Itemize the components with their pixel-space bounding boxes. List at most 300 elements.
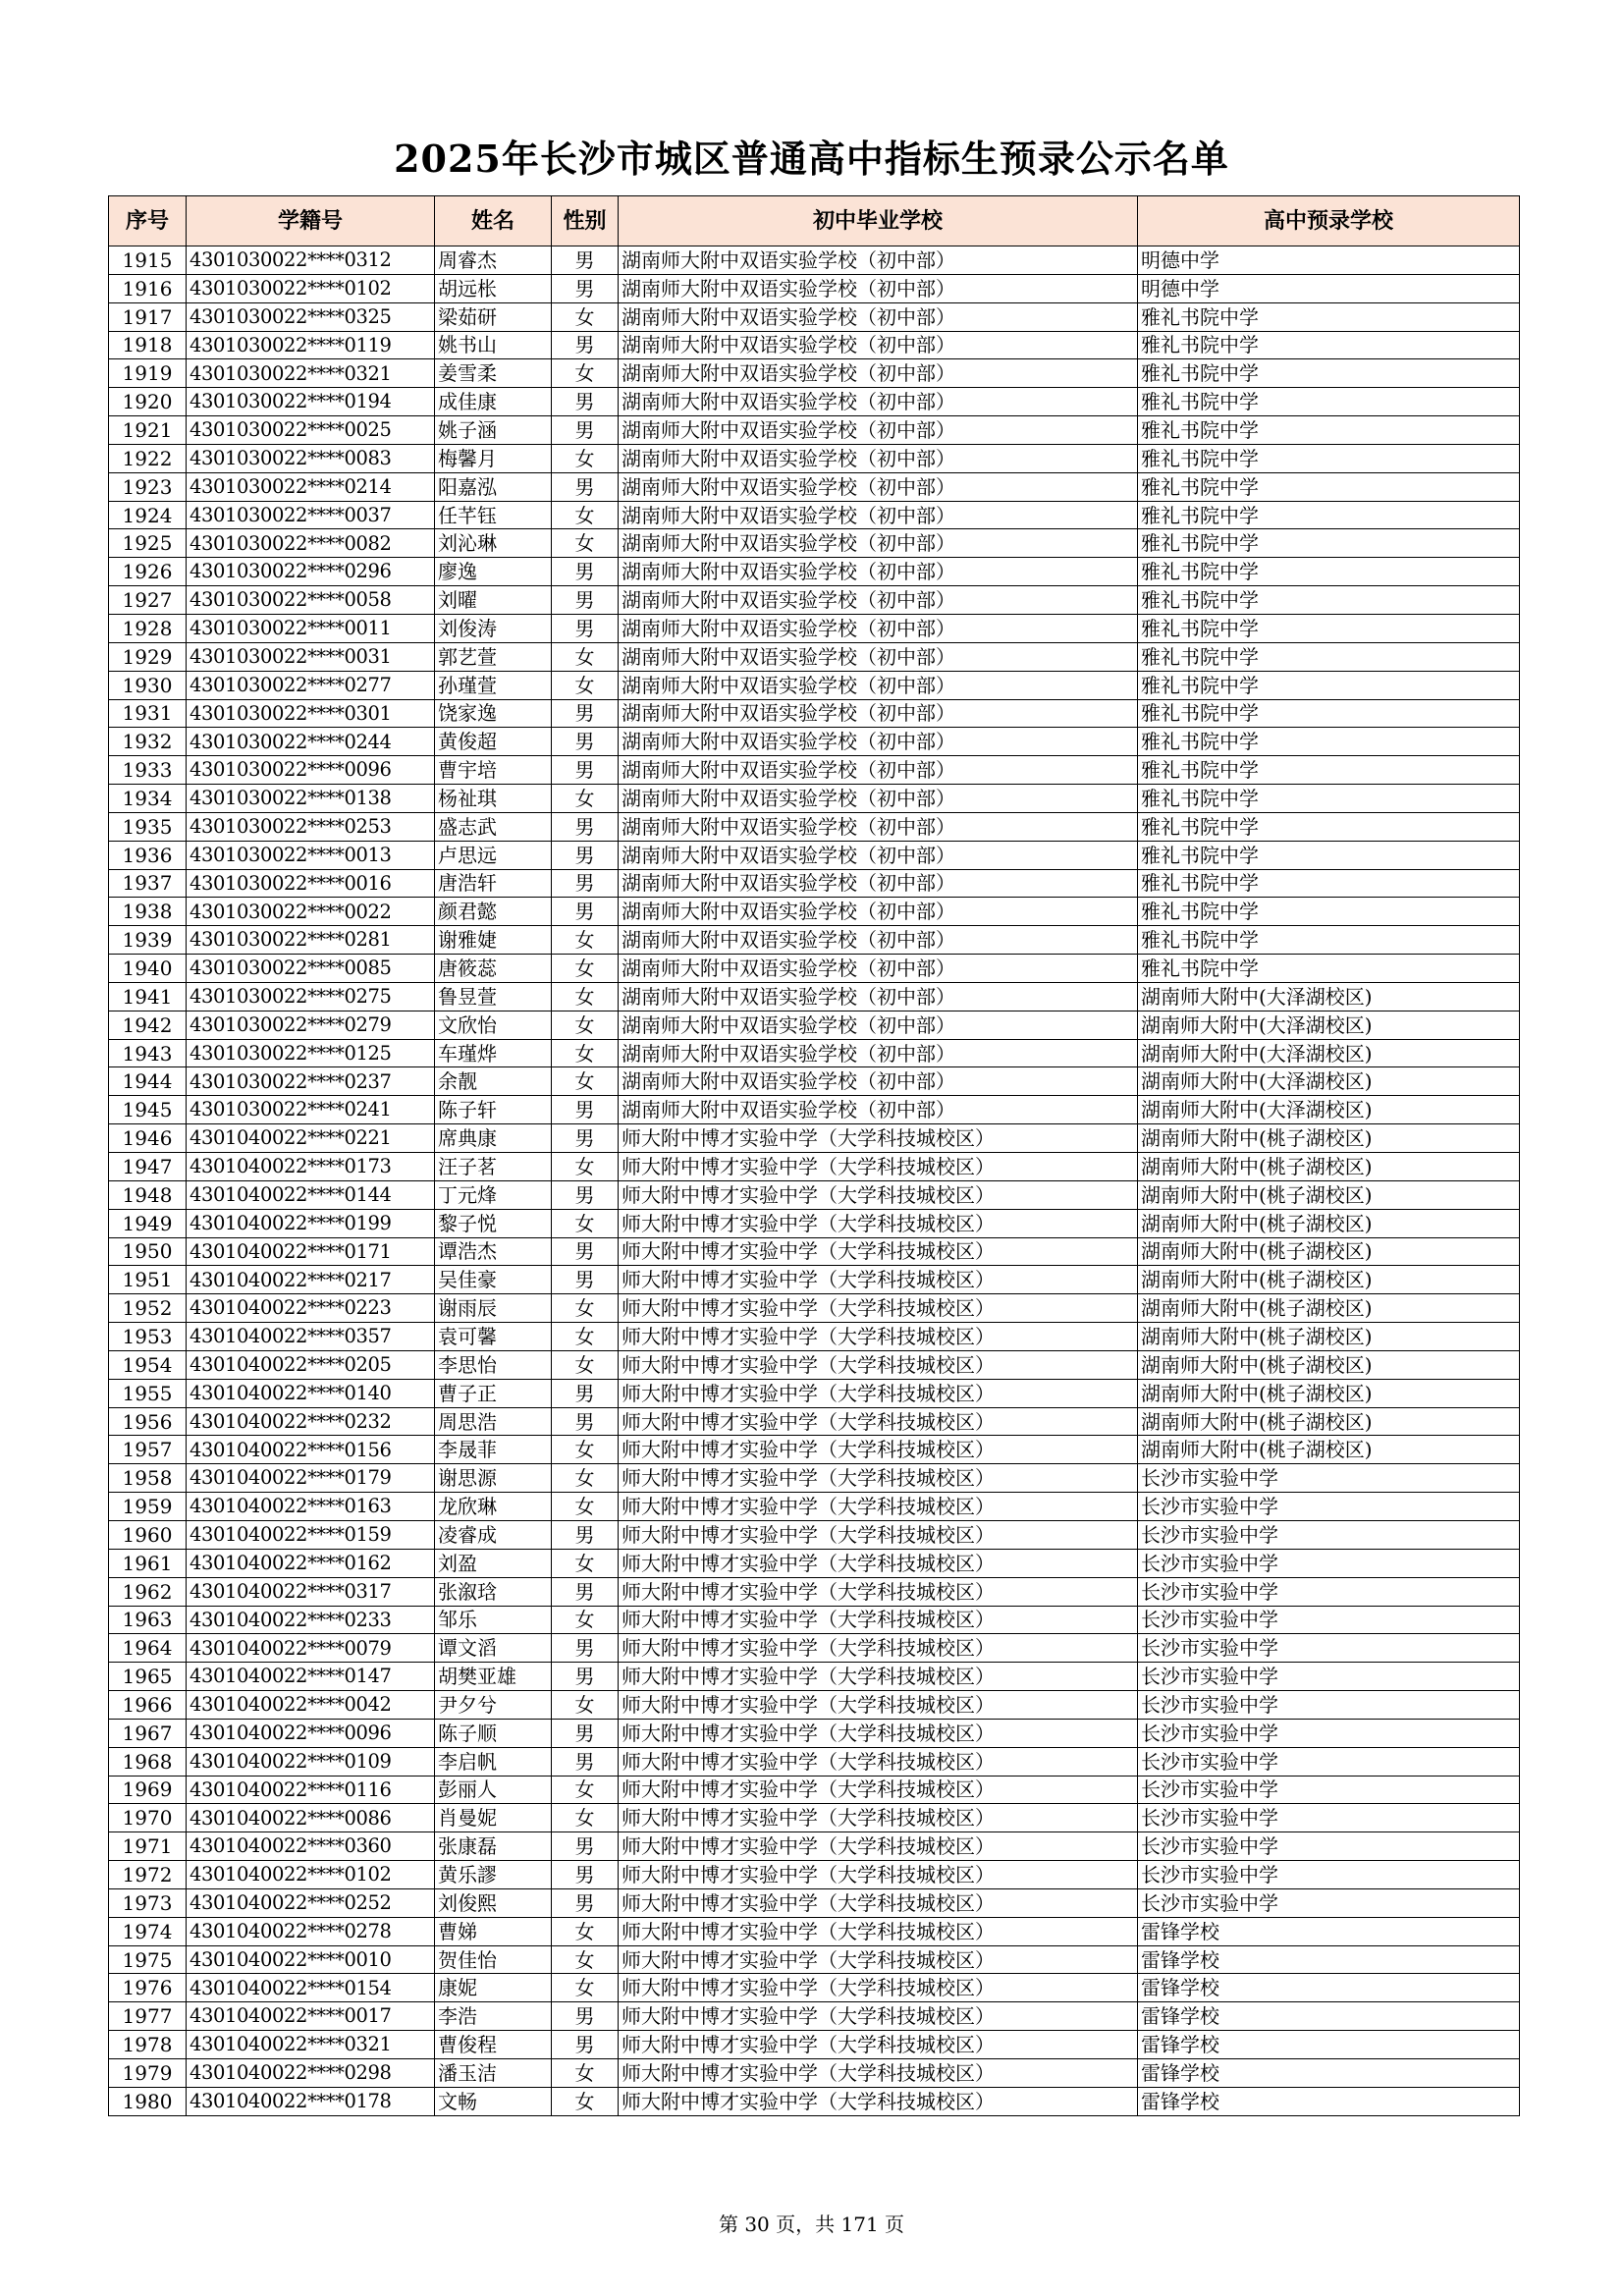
row-middle-school: 师大附中博才实验中学（大学科技城校区） bbox=[619, 1776, 1138, 1804]
row-name: 孙瑾萱 bbox=[435, 671, 552, 699]
row-high-school: 长沙市实验中学 bbox=[1138, 1464, 1520, 1493]
row-high-school: 雅礼书院中学 bbox=[1138, 785, 1520, 813]
row-middle-school: 湖南师大附中双语实验学校（初中部） bbox=[619, 614, 1138, 642]
row-high-school: 湖南师大附中(桃子湖校区) bbox=[1138, 1294, 1520, 1323]
row-middle-school: 湖南师大附中双语实验学校（初中部） bbox=[619, 982, 1138, 1011]
table-row bbox=[109, 1237, 1520, 1266]
row-middle-school: 师大附中博才实验中学（大学科技城校区） bbox=[619, 1124, 1138, 1153]
row-high-school: 雷锋学校 bbox=[1138, 2031, 1520, 2059]
row-student-id: 4301040022****0159 bbox=[187, 1520, 435, 1549]
row-seq: 1943 bbox=[109, 1039, 187, 1067]
row-name: 刘曜 bbox=[435, 586, 552, 615]
table-row bbox=[109, 501, 1520, 529]
row-student-id: 4301040022****0171 bbox=[187, 1237, 435, 1266]
row-high-school: 雅礼书院中学 bbox=[1138, 671, 1520, 699]
row-student-id: 4301040022****0147 bbox=[187, 1663, 435, 1691]
row-name: 梁茹研 bbox=[435, 302, 552, 331]
row-student-id: 4301040022****0232 bbox=[187, 1407, 435, 1436]
row-student-id: 4301040022****0360 bbox=[187, 1832, 435, 1861]
row-high-school: 雅礼书院中学 bbox=[1138, 529, 1520, 558]
row-high-school: 雅礼书院中学 bbox=[1138, 472, 1520, 501]
row-student-id: 4301040022****0154 bbox=[187, 1974, 435, 2002]
row-middle-school: 师大附中博才实验中学（大学科技城校区） bbox=[619, 1323, 1138, 1351]
row-middle-school: 湖南师大附中双语实验学校（初中部） bbox=[619, 302, 1138, 331]
table-row bbox=[109, 1747, 1520, 1776]
header-gender: 性别 bbox=[552, 196, 619, 246]
row-seq: 1961 bbox=[109, 1549, 187, 1577]
row-high-school: 长沙市实验中学 bbox=[1138, 1861, 1520, 1889]
row-seq: 1942 bbox=[109, 1011, 187, 1039]
row-seq: 1946 bbox=[109, 1124, 187, 1153]
row-student-id: 4301030022****0237 bbox=[187, 1067, 435, 1096]
row-name: 丁元烽 bbox=[435, 1180, 552, 1209]
row-student-id: 4301030022****0281 bbox=[187, 926, 435, 955]
row-seq: 1923 bbox=[109, 472, 187, 501]
row-name: 姚书山 bbox=[435, 331, 552, 359]
row-student-id: 4301030022****0085 bbox=[187, 955, 435, 983]
row-name: 袁可馨 bbox=[435, 1323, 552, 1351]
row-name: 谢雨辰 bbox=[435, 1294, 552, 1323]
row-seq: 1975 bbox=[109, 1945, 187, 1974]
row-gender: 女 bbox=[552, 1691, 619, 1720]
row-name: 凌睿成 bbox=[435, 1520, 552, 1549]
row-high-school: 长沙市实验中学 bbox=[1138, 1691, 1520, 1720]
row-high-school: 长沙市实验中学 bbox=[1138, 1493, 1520, 1521]
row-student-id: 4301030022****0025 bbox=[187, 416, 435, 445]
row-gender: 男 bbox=[552, 1266, 619, 1294]
row-gender: 男 bbox=[552, 1832, 619, 1861]
table-row bbox=[109, 699, 1520, 728]
row-gender: 女 bbox=[552, 1067, 619, 1096]
row-student-id: 4301030022****0058 bbox=[187, 586, 435, 615]
row-seq: 1927 bbox=[109, 586, 187, 615]
row-gender: 女 bbox=[552, 1209, 619, 1237]
row-middle-school: 师大附中博才实验中学（大学科技城校区） bbox=[619, 1832, 1138, 1861]
row-gender: 女 bbox=[552, 1323, 619, 1351]
row-name: 曹娣 bbox=[435, 1917, 552, 1945]
row-gender: 男 bbox=[552, 1407, 619, 1436]
table-row bbox=[109, 2031, 1520, 2059]
row-name: 刘盈 bbox=[435, 1549, 552, 1577]
table-row bbox=[109, 331, 1520, 359]
table-row bbox=[109, 812, 1520, 841]
table-row bbox=[109, 472, 1520, 501]
row-high-school: 雅礼书院中学 bbox=[1138, 416, 1520, 445]
row-gender: 男 bbox=[552, 1379, 619, 1407]
row-middle-school: 湖南师大附中双语实验学校（初中部） bbox=[619, 359, 1138, 388]
row-name: 文畅 bbox=[435, 2087, 552, 2115]
row-high-school: 雅礼书院中学 bbox=[1138, 642, 1520, 671]
row-name: 周思浩 bbox=[435, 1407, 552, 1436]
row-seq: 1960 bbox=[109, 1520, 187, 1549]
row-name: 谢思源 bbox=[435, 1464, 552, 1493]
row-middle-school: 师大附中博才实验中学（大学科技城校区） bbox=[619, 1294, 1138, 1323]
row-student-id: 4301040022****0079 bbox=[187, 1634, 435, 1663]
row-seq: 1937 bbox=[109, 869, 187, 898]
row-student-id: 4301040022****0162 bbox=[187, 1549, 435, 1577]
row-name: 刘俊熙 bbox=[435, 1888, 552, 1917]
row-high-school: 湖南师大附中(桃子湖校区) bbox=[1138, 1124, 1520, 1153]
row-middle-school: 湖南师大附中双语实验学校（初中部） bbox=[619, 501, 1138, 529]
row-high-school: 雅礼书院中学 bbox=[1138, 955, 1520, 983]
row-seq: 1971 bbox=[109, 1832, 187, 1861]
row-high-school: 明德中学 bbox=[1138, 246, 1520, 275]
row-gender: 女 bbox=[552, 1464, 619, 1493]
row-middle-school: 师大附中博才实验中学（大学科技城校区） bbox=[619, 1577, 1138, 1606]
row-middle-school: 湖南师大附中双语实验学校（初中部） bbox=[619, 728, 1138, 756]
row-name: 阳嘉泓 bbox=[435, 472, 552, 501]
row-seq: 1945 bbox=[109, 1096, 187, 1124]
row-seq: 1976 bbox=[109, 1974, 187, 2002]
admission-table bbox=[108, 195, 1520, 2116]
row-high-school: 雅礼书院中学 bbox=[1138, 302, 1520, 331]
row-name: 龙欣琳 bbox=[435, 1493, 552, 1521]
table-row bbox=[109, 359, 1520, 388]
row-student-id: 4301030022****0275 bbox=[187, 982, 435, 1011]
row-student-id: 4301030022****0011 bbox=[187, 614, 435, 642]
table-row bbox=[109, 1011, 1520, 1039]
row-gender: 男 bbox=[552, 1124, 619, 1153]
row-name: 黄乐謬 bbox=[435, 1861, 552, 1889]
row-middle-school: 湖南师大附中双语实验学校（初中部） bbox=[619, 388, 1138, 416]
row-gender: 女 bbox=[552, 1917, 619, 1945]
row-seq: 1949 bbox=[109, 1209, 187, 1237]
row-seq: 1924 bbox=[109, 501, 187, 529]
row-high-school: 长沙市实验中学 bbox=[1138, 1606, 1520, 1634]
row-seq: 1965 bbox=[109, 1663, 187, 1691]
row-high-school: 湖南师大附中(大泽湖校区) bbox=[1138, 1067, 1520, 1096]
row-seq: 1922 bbox=[109, 444, 187, 472]
row-student-id: 4301040022****0163 bbox=[187, 1493, 435, 1521]
row-seq: 1936 bbox=[109, 841, 187, 869]
row-seq: 1972 bbox=[109, 1861, 187, 1889]
row-middle-school: 师大附中博才实验中学（大学科技城校区） bbox=[619, 2059, 1138, 2088]
row-middle-school: 师大附中博才实验中学（大学科技城校区） bbox=[619, 1663, 1138, 1691]
row-gender: 女 bbox=[552, 1945, 619, 1974]
row-student-id: 4301040022****0221 bbox=[187, 1124, 435, 1153]
row-seq: 1966 bbox=[109, 1691, 187, 1720]
row-high-school: 长沙市实验中学 bbox=[1138, 1549, 1520, 1577]
row-name: 姚子涵 bbox=[435, 416, 552, 445]
row-name: 李思怡 bbox=[435, 1350, 552, 1379]
row-name: 黎子悦 bbox=[435, 1209, 552, 1237]
row-high-school: 湖南师大附中(大泽湖校区) bbox=[1138, 982, 1520, 1011]
row-high-school: 湖南师大附中(大泽湖校区) bbox=[1138, 1039, 1520, 1067]
row-seq: 1947 bbox=[109, 1153, 187, 1181]
row-high-school: 长沙市实验中学 bbox=[1138, 1832, 1520, 1861]
row-high-school: 雷锋学校 bbox=[1138, 1917, 1520, 1945]
row-name: 谢雅婕 bbox=[435, 926, 552, 955]
row-middle-school: 湖南师大附中双语实验学校（初中部） bbox=[619, 1067, 1138, 1096]
row-high-school: 湖南师大附中(桃子湖校区) bbox=[1138, 1436, 1520, 1464]
row-middle-school: 师大附中博才实验中学（大学科技城校区） bbox=[619, 1634, 1138, 1663]
row-middle-school: 师大附中博才实验中学（大学科技城校区） bbox=[619, 1888, 1138, 1917]
row-name: 郭艺萱 bbox=[435, 642, 552, 671]
row-middle-school: 师大附中博才实验中学（大学科技城校区） bbox=[619, 1861, 1138, 1889]
row-high-school: 雅礼书院中学 bbox=[1138, 586, 1520, 615]
row-student-id: 4301040022****0205 bbox=[187, 1350, 435, 1379]
row-high-school: 雅礼书院中学 bbox=[1138, 359, 1520, 388]
row-gender: 女 bbox=[552, 1350, 619, 1379]
row-student-id: 4301030022****0031 bbox=[187, 642, 435, 671]
row-middle-school: 湖南师大附中双语实验学校（初中部） bbox=[619, 472, 1138, 501]
row-middle-school: 湖南师大附中双语实验学校（初中部） bbox=[619, 955, 1138, 983]
row-name: 任芊钰 bbox=[435, 501, 552, 529]
row-name: 姜雪柔 bbox=[435, 359, 552, 388]
row-seq: 1979 bbox=[109, 2059, 187, 2088]
row-high-school: 雅礼书院中学 bbox=[1138, 501, 1520, 529]
table-row bbox=[109, 1549, 1520, 1577]
row-middle-school: 师大附中博才实验中学（大学科技城校区） bbox=[619, 1917, 1138, 1945]
row-seq: 1963 bbox=[109, 1606, 187, 1634]
row-high-school: 湖南师大附中(桃子湖校区) bbox=[1138, 1350, 1520, 1379]
table-row bbox=[109, 1888, 1520, 1917]
row-high-school: 长沙市实验中学 bbox=[1138, 1776, 1520, 1804]
row-name: 陈子顺 bbox=[435, 1719, 552, 1747]
row-student-id: 4301040022****0010 bbox=[187, 1945, 435, 1974]
table-row bbox=[109, 416, 1520, 445]
row-student-id: 4301030022****0013 bbox=[187, 841, 435, 869]
row-student-id: 4301040022****0156 bbox=[187, 1436, 435, 1464]
row-student-id: 4301030022****0253 bbox=[187, 812, 435, 841]
row-high-school: 雅礼书院中学 bbox=[1138, 898, 1520, 926]
row-middle-school: 湖南师大附中双语实验学校（初中部） bbox=[619, 898, 1138, 926]
row-name: 周睿杰 bbox=[435, 246, 552, 275]
row-middle-school: 湖南师大附中双语实验学校（初中部） bbox=[619, 529, 1138, 558]
row-student-id: 4301030022****0082 bbox=[187, 529, 435, 558]
table-row bbox=[109, 614, 1520, 642]
row-student-id: 4301040022****0179 bbox=[187, 1464, 435, 1493]
row-high-school: 湖南师大附中(桃子湖校区) bbox=[1138, 1180, 1520, 1209]
row-middle-school: 湖南师大附中双语实验学校（初中部） bbox=[619, 274, 1138, 302]
row-name: 刘沁琳 bbox=[435, 529, 552, 558]
row-middle-school: 师大附中博才实验中学（大学科技城校区） bbox=[619, 2087, 1138, 2115]
row-high-school: 湖南师大附中(桃子湖校区) bbox=[1138, 1237, 1520, 1266]
table-row bbox=[109, 671, 1520, 699]
table-row bbox=[109, 1634, 1520, 1663]
row-name: 潘玉洁 bbox=[435, 2059, 552, 2088]
row-gender: 女 bbox=[552, 1493, 619, 1521]
row-high-school: 雷锋学校 bbox=[1138, 2002, 1520, 2031]
row-student-id: 4301030022****0119 bbox=[187, 331, 435, 359]
table-row bbox=[109, 1861, 1520, 1889]
row-high-school: 雷锋学校 bbox=[1138, 2059, 1520, 2088]
row-student-id: 4301040022****0357 bbox=[187, 1323, 435, 1351]
row-gender: 男 bbox=[552, 1663, 619, 1691]
row-gender: 男 bbox=[552, 1888, 619, 1917]
row-high-school: 湖南师大附中(桃子湖校区) bbox=[1138, 1379, 1520, 1407]
row-high-school: 雅礼书院中学 bbox=[1138, 841, 1520, 869]
row-student-id: 4301030022****0296 bbox=[187, 558, 435, 586]
row-seq: 1956 bbox=[109, 1407, 187, 1436]
row-seq: 1944 bbox=[109, 1067, 187, 1096]
row-name: 谭浩杰 bbox=[435, 1237, 552, 1266]
row-student-id: 4301030022****0022 bbox=[187, 898, 435, 926]
row-seq: 1973 bbox=[109, 1888, 187, 1917]
table-row bbox=[109, 444, 1520, 472]
row-student-id: 4301030022****0277 bbox=[187, 671, 435, 699]
row-name: 胡远枨 bbox=[435, 274, 552, 302]
row-gender: 女 bbox=[552, 1011, 619, 1039]
row-gender: 男 bbox=[552, 1719, 619, 1747]
row-student-id: 4301040022****0278 bbox=[187, 1917, 435, 1945]
row-gender: 女 bbox=[552, 2059, 619, 2088]
row-name: 尹夕兮 bbox=[435, 1691, 552, 1720]
row-middle-school: 师大附中博才实验中学（大学科技城校区） bbox=[619, 1153, 1138, 1181]
row-high-school: 长沙市实验中学 bbox=[1138, 1634, 1520, 1663]
row-seq: 1935 bbox=[109, 812, 187, 841]
row-student-id: 4301030022****0244 bbox=[187, 728, 435, 756]
row-middle-school: 师大附中博才实验中学（大学科技城校区） bbox=[619, 1606, 1138, 1634]
row-gender: 男 bbox=[552, 1577, 619, 1606]
row-middle-school: 师大附中博才实验中学（大学科技城校区） bbox=[619, 1379, 1138, 1407]
table-row bbox=[109, 1124, 1520, 1153]
row-name: 成佳康 bbox=[435, 388, 552, 416]
row-name: 颜君懿 bbox=[435, 898, 552, 926]
row-seq: 1951 bbox=[109, 1266, 187, 1294]
table-row bbox=[109, 785, 1520, 813]
row-name: 吴佳豪 bbox=[435, 1266, 552, 1294]
row-student-id: 4301030022****0301 bbox=[187, 699, 435, 728]
row-middle-school: 湖南师大附中双语实验学校（初中部） bbox=[619, 416, 1138, 445]
row-gender: 女 bbox=[552, 1974, 619, 2002]
row-middle-school: 师大附中博才实验中学（大学科技城校区） bbox=[619, 1464, 1138, 1493]
row-gender: 女 bbox=[552, 1549, 619, 1577]
row-middle-school: 湖南师大附中双语实验学校（初中部） bbox=[619, 812, 1138, 841]
table-row bbox=[109, 1096, 1520, 1124]
row-gender: 男 bbox=[552, 1180, 619, 1209]
row-name: 鲁昱萱 bbox=[435, 982, 552, 1011]
row-high-school: 湖南师大附中(桃子湖校区) bbox=[1138, 1407, 1520, 1436]
row-gender: 女 bbox=[552, 359, 619, 388]
row-middle-school: 师大附中博才实验中学（大学科技城校区） bbox=[619, 1493, 1138, 1521]
row-high-school: 湖南师大附中(桃子湖校区) bbox=[1138, 1153, 1520, 1181]
table-row bbox=[109, 1153, 1520, 1181]
row-high-school: 雅礼书院中学 bbox=[1138, 728, 1520, 756]
row-gender: 女 bbox=[552, 444, 619, 472]
row-name: 康妮 bbox=[435, 1974, 552, 2002]
row-seq: 1918 bbox=[109, 331, 187, 359]
row-middle-school: 湖南师大附中双语实验学校（初中部） bbox=[619, 671, 1138, 699]
row-name: 车瑾烨 bbox=[435, 1039, 552, 1067]
row-gender: 男 bbox=[552, 388, 619, 416]
table-row bbox=[109, 926, 1520, 955]
row-student-id: 4301030022****0083 bbox=[187, 444, 435, 472]
table-row bbox=[109, 756, 1520, 785]
row-student-id: 4301040022****0199 bbox=[187, 1209, 435, 1237]
table-row bbox=[109, 1663, 1520, 1691]
row-name: 肖曼妮 bbox=[435, 1804, 552, 1832]
row-middle-school: 师大附中博才实验中学（大学科技城校区） bbox=[619, 1804, 1138, 1832]
header-high-school: 高中预录学校 bbox=[1138, 196, 1520, 246]
row-name: 曹子正 bbox=[435, 1379, 552, 1407]
row-name: 李启帆 bbox=[435, 1747, 552, 1776]
row-seq: 1955 bbox=[109, 1379, 187, 1407]
row-name: 文欣怡 bbox=[435, 1011, 552, 1039]
row-student-id: 4301030022****0125 bbox=[187, 1039, 435, 1067]
row-name: 贺佳怡 bbox=[435, 1945, 552, 1974]
table-row bbox=[109, 1577, 1520, 1606]
header-row bbox=[109, 196, 1520, 246]
table-row bbox=[109, 1520, 1520, 1549]
table-row bbox=[109, 642, 1520, 671]
table-row bbox=[109, 955, 1520, 983]
row-gender: 女 bbox=[552, 302, 619, 331]
row-student-id: 4301030022****0102 bbox=[187, 274, 435, 302]
table-row bbox=[109, 558, 1520, 586]
row-seq: 1977 bbox=[109, 2002, 187, 2031]
row-gender: 女 bbox=[552, 1776, 619, 1804]
row-seq: 1952 bbox=[109, 1294, 187, 1323]
row-high-school: 雅礼书院中学 bbox=[1138, 699, 1520, 728]
row-name: 席典康 bbox=[435, 1124, 552, 1153]
row-middle-school: 师大附中博才实验中学（大学科技城校区） bbox=[619, 1549, 1138, 1577]
table-row bbox=[109, 2002, 1520, 2031]
row-student-id: 4301040022****0321 bbox=[187, 2031, 435, 2059]
table-row bbox=[109, 1407, 1520, 1436]
row-name: 陈子轩 bbox=[435, 1096, 552, 1124]
row-gender: 女 bbox=[552, 1606, 619, 1634]
row-middle-school: 湖南师大附中双语实验学校（初中部） bbox=[619, 642, 1138, 671]
row-middle-school: 师大附中博才实验中学（大学科技城校区） bbox=[619, 1747, 1138, 1776]
row-seq: 1953 bbox=[109, 1323, 187, 1351]
row-gender: 男 bbox=[552, 1520, 619, 1549]
table-row bbox=[109, 1691, 1520, 1720]
row-student-id: 4301030022****0312 bbox=[187, 246, 435, 275]
row-gender: 男 bbox=[552, 558, 619, 586]
row-seq: 1954 bbox=[109, 1350, 187, 1379]
row-name: 黄俊超 bbox=[435, 728, 552, 756]
row-student-id: 4301030022****0138 bbox=[187, 785, 435, 813]
row-middle-school: 师大附中博才实验中学（大学科技城校区） bbox=[619, 1180, 1138, 1209]
row-middle-school: 师大附中博才实验中学（大学科技城校区） bbox=[619, 2031, 1138, 2059]
row-student-id: 4301040022****0217 bbox=[187, 1266, 435, 1294]
header-student-id: 学籍号 bbox=[187, 196, 435, 246]
row-middle-school: 湖南师大附中双语实验学校（初中部） bbox=[619, 699, 1138, 728]
row-name: 汪子茗 bbox=[435, 1153, 552, 1181]
row-gender: 男 bbox=[552, 416, 619, 445]
row-student-id: 4301040022****0086 bbox=[187, 1804, 435, 1832]
row-seq: 1939 bbox=[109, 926, 187, 955]
row-gender: 男 bbox=[552, 699, 619, 728]
row-student-id: 4301030022****0321 bbox=[187, 359, 435, 388]
row-middle-school: 湖南师大附中双语实验学校（初中部） bbox=[619, 1039, 1138, 1067]
row-middle-school: 师大附中博才实验中学（大学科技城校区） bbox=[619, 1350, 1138, 1379]
row-seq: 1964 bbox=[109, 1634, 187, 1663]
table-row bbox=[109, 2087, 1520, 2115]
row-seq: 1928 bbox=[109, 614, 187, 642]
table-row bbox=[109, 841, 1520, 869]
row-seq: 1925 bbox=[109, 529, 187, 558]
table-row bbox=[109, 2059, 1520, 2088]
row-seq: 1950 bbox=[109, 1237, 187, 1266]
row-middle-school: 师大附中博才实验中学（大学科技城校区） bbox=[619, 2002, 1138, 2031]
row-student-id: 4301040022****0252 bbox=[187, 1888, 435, 1917]
row-seq: 1974 bbox=[109, 1917, 187, 1945]
table-row bbox=[109, 246, 1520, 275]
table-row bbox=[109, 529, 1520, 558]
row-seq: 1932 bbox=[109, 728, 187, 756]
row-high-school: 雅礼书院中学 bbox=[1138, 869, 1520, 898]
table-row bbox=[109, 1804, 1520, 1832]
row-name: 邹乐 bbox=[435, 1606, 552, 1634]
page-footer: 第 30 页，共 171 页 bbox=[718, 2213, 905, 2236]
row-seq: 1968 bbox=[109, 1747, 187, 1776]
table-row bbox=[109, 1294, 1520, 1323]
row-student-id: 4301040022****0140 bbox=[187, 1379, 435, 1407]
row-name: 张溆琀 bbox=[435, 1577, 552, 1606]
row-gender: 男 bbox=[552, 841, 619, 869]
